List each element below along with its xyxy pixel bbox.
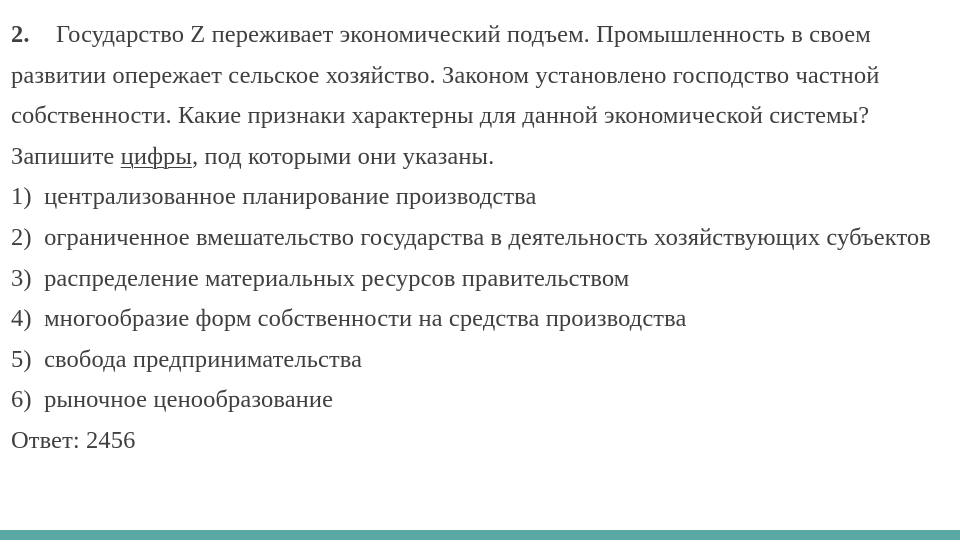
option-text: распределение материальных ресурсов правительством [44,264,630,292]
option-number: 3) [11,264,32,292]
option-item-3 [11,259,946,300]
option-number: 1) [11,183,32,211]
question-number: 2. [11,21,30,48]
option-text: централизованное планирование производства [44,183,537,211]
bottom-accent-bar [0,530,960,540]
option-item-4 [11,299,946,340]
option-number: 2) [11,223,32,251]
option-item-5 [11,340,946,381]
option-text: рыночное ценообразование [44,386,334,414]
option-text: свобода предпринимательства [44,345,363,373]
option-item-6 [11,380,946,421]
option-number: 5) [11,345,32,373]
answer-text: Ответ: 2456 [11,426,136,454]
option-item-2 [11,218,946,259]
option-text: многообразие форм собственности на средства производства [44,305,687,333]
option-number: 4) [11,305,32,333]
slide-content [11,15,946,462]
question-text [11,15,946,177]
option-text: ограниченное вмешательство государства в деятельность хозяйствующих субъектов [44,223,931,251]
answer-options-list [11,177,946,421]
option-item-1 [11,177,946,218]
question-text-before: Государство Z переживает экономический подъем. Промышленность в своем развитии опережает сельское хозяйство. Законом установлено господство частной собственности. Какие признаки характерны для данной экономической системы? Запишите [11,21,880,170]
option-number: 6) [11,386,32,414]
question-text-after: , под которыми они указаны. [191,142,495,170]
question-underlined-word: цифры [120,142,192,170]
